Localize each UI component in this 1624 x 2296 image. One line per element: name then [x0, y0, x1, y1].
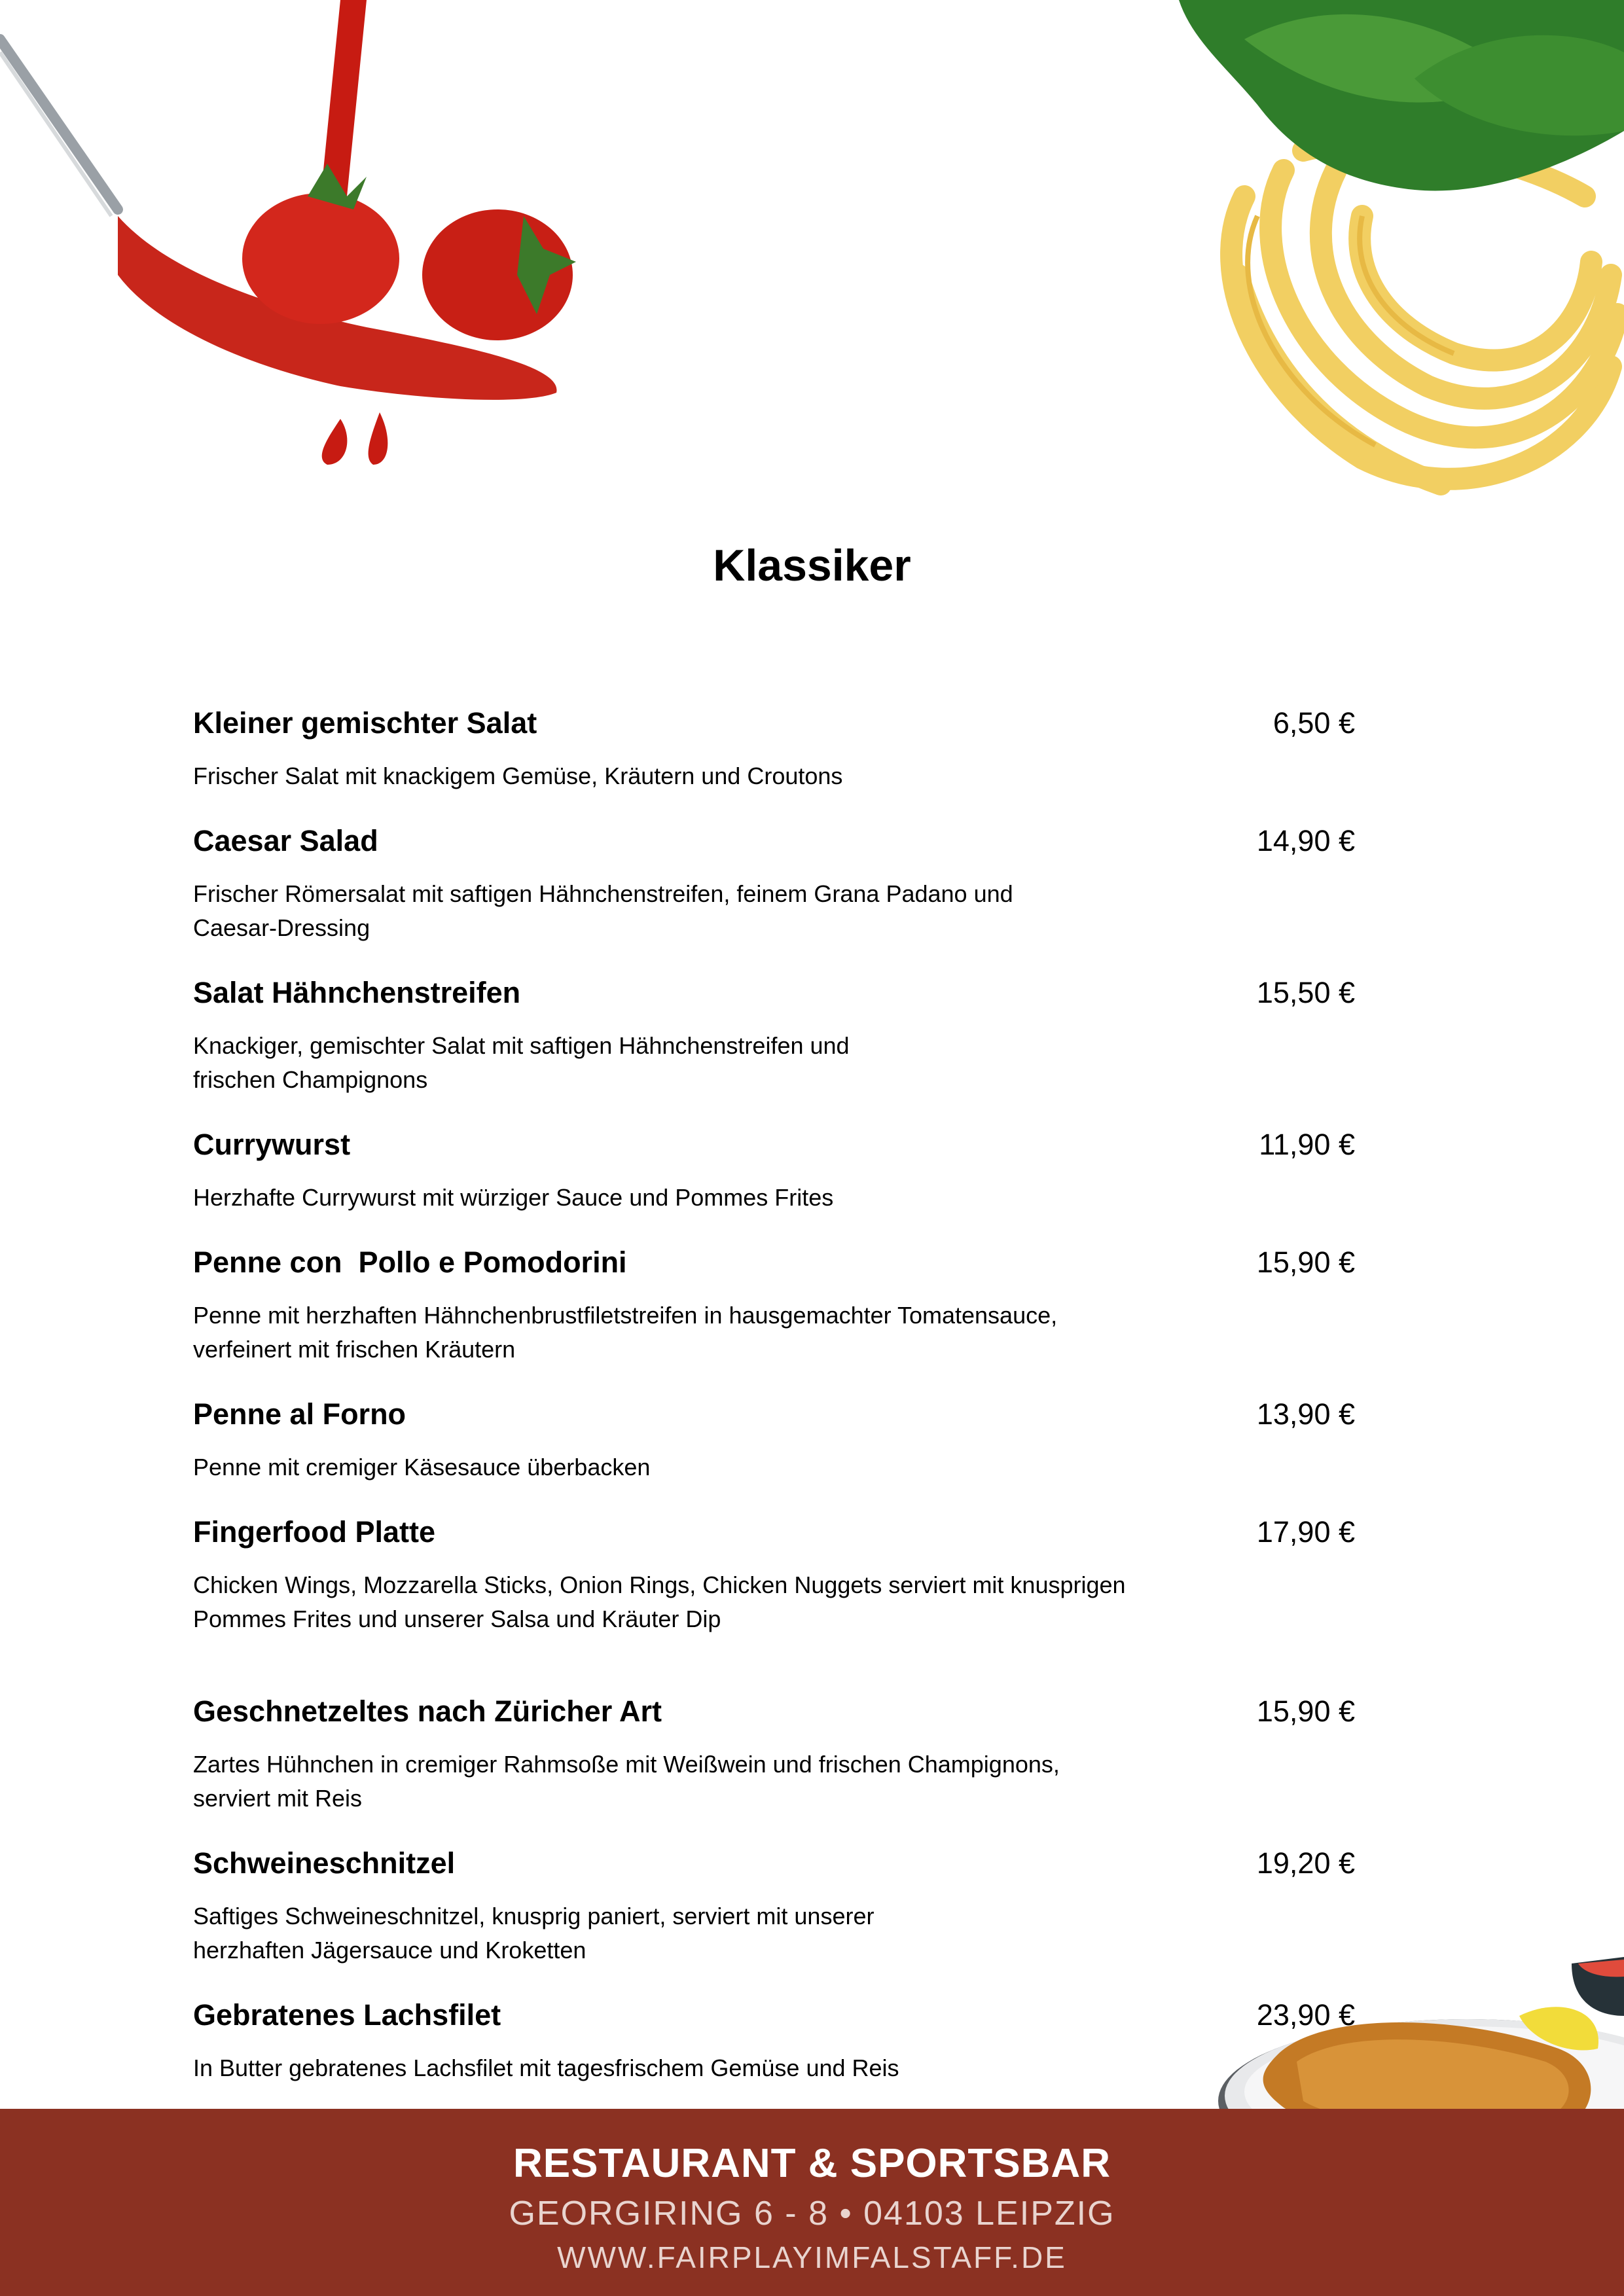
menu-item: [193, 957, 1355, 1097]
menu-item: [193, 1227, 1355, 1367]
item-price: 15,90 €: [1256, 1246, 1355, 1279]
website-link[interactable]: WWW.FAIRPLAYIMFALSTAFF.DE: [557, 2240, 1067, 2274]
item-description: Frischer Salat mit knackigem Gemüse, Kräutern und Croutons: [193, 762, 843, 789]
menu-item: [193, 805, 1355, 945]
item-description: Knackiger, gemischter Salat mit saftigen Hähnchenstreifen und frischen Champignons: [193, 1032, 850, 1093]
item-name: Fingerfood Platte: [193, 1515, 435, 1549]
item-price: 17,90 €: [1256, 1515, 1355, 1549]
item-description: Frischer Römersalat mit saftigen Hähnchenstreifen, feinem Grana Padano und Caesar-Dressing: [193, 880, 1013, 941]
item-price: 19,20 €: [1256, 1846, 1355, 1880]
item-name: Gebratenes Lachsfilet: [193, 1998, 501, 2032]
menu-item: [193, 1378, 1355, 1484]
item-name: Schweineschnitzel: [193, 1846, 456, 1880]
item-price: 15,50 €: [1256, 976, 1355, 1009]
restaurant-address: GEORGIRING 6 - 8 • 04103 LEIPZIG: [509, 2195, 1115, 2233]
item-description: Saftiges Schweineschnitzel, knusprig paniert, serviert mit unserer herzhaften Jägersauce und Kroketten: [193, 1903, 875, 1964]
item-price: 14,90 €: [1256, 824, 1355, 857]
menu-list: [193, 687, 1355, 2097]
footer: [0, 2109, 1624, 2296]
menu-item: [193, 1496, 1355, 1636]
pasta-basil-image: [1166, 0, 1624, 524]
restaurant-name: RESTAURANT & SPORTSBAR: [513, 2141, 1111, 2186]
tomato-sauce-spoon-image: [0, 0, 602, 484]
menu-title: Klassiker: [713, 541, 911, 590]
item-name: Kleiner gemischter Salat: [193, 706, 537, 740]
item-description: Herzhafte Currywurst mit würziger Sauce und Pommes Frites: [193, 1184, 834, 1211]
item-name: Penne al Forno: [193, 1397, 406, 1431]
item-description: In Butter gebratenes Lachsfilet mit tagesfrischem Gemüse und Reis: [193, 2054, 899, 2081]
item-name: Currywurst: [193, 1128, 351, 1161]
item-price: 23,90 €: [1256, 1998, 1355, 2032]
menu-item: [193, 1109, 1355, 1215]
item-name: Caesar Salad: [193, 824, 378, 857]
item-description: Zartes Hühnchen in cremiger Rahmsoße mit Weißwein und frischen Champignons, serviert mit Reis: [193, 1751, 1060, 1812]
item-price: 11,90 €: [1259, 1128, 1355, 1161]
item-price: 15,90 €: [1256, 1695, 1355, 1728]
item-name: Geschnetzeltes nach Züricher Art: [193, 1695, 662, 1728]
item-name: Penne con Pollo e Pomodorini: [193, 1246, 627, 1279]
item-name: Salat Hähnchenstreifen: [193, 976, 521, 1009]
menu-item: [193, 687, 1355, 793]
item-description: Chicken Wings, Mozzarella Sticks, Onion Rings, Chicken Nuggets serviert mit knusprigen Pommes Frites und unserer Salsa und Kräuter Dip: [193, 1571, 1126, 1632]
item-description: Penne mit herzhaften Hähnchenbrustfiletstreifen in hausgemachter Tomatensauce, verfeinert mit frischen Kräutern: [193, 1302, 1058, 1363]
item-price: 6,50 €: [1272, 706, 1355, 740]
menu-item: [193, 1676, 1355, 1816]
item-price: 13,90 €: [1256, 1397, 1355, 1431]
menu-item: [193, 1979, 1355, 2085]
item-description: Penne mit cremiger Käsesauce überbacken: [193, 1454, 651, 1480]
menu-item: [193, 1827, 1355, 1967]
